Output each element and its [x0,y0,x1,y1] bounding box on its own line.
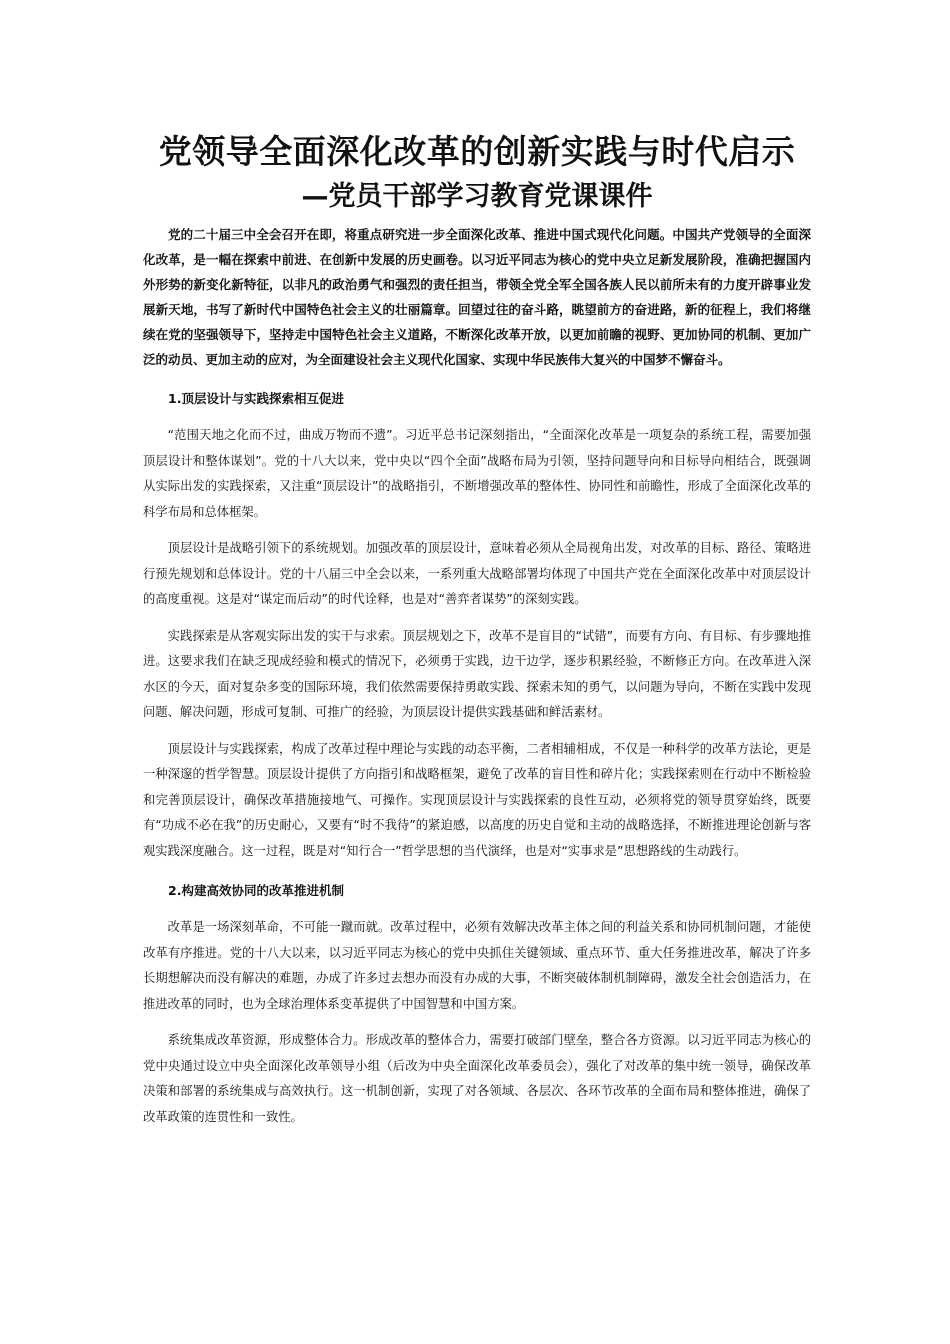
section-1-paragraph: “范围天地之化而不过，曲成万物而不遗”。习近平总书记深刻指出，“全面深化改革是一项复杂的系统工程，需要加强顶层设计和整体谋划”。党的十八大以来，党中央以“四个全面”战略布局为引领，坚持问题导向和目标导向相结合，既强调从实际出发的实践探索，又注重“顶层设计”的战略指引，不断增强改革的整体性、协同性和前瞻性，形成了全面深化改革的科学布局和总体框架。 [143,428,811,519]
section-2-heading: 2.构建高效协同的改革推进机制 [168,883,344,898]
section-2-paragraph: 改革是一场深刻革命，不可能一蹴而就。改革过程中，必须有效解决改革主体之间的利益关系和协同机制问题，才能使改革有序推进。党的十八大以来，以习近平同志为核心的党中央抓住关键领域、重点环节、重大任务推进改革，解决了许多长期想解决而没有解决的难题，办成了许多过去想办而没有办成的大事，不断突破体制机制障碍，激发全社会创造活力，在推进改革的同时，也为全球治理体系变革提供了中国智慧和中国方案。 [143,920,811,1011]
document-subtitle: —党员干部学习教育党课课件 [301,181,653,212]
section-1-paragraph: 实践探索是从客观实际出发的实干与求索。顶层规划之下，改革不是盲目的“试错”，而要有方向、有目标、有步骤地推进。这要求我们在缺乏现成经验和模式的情况下，必须勇于实践，边干边学，逐步积累经验，不断修正方向。在改革进入深水区的今天，面对复杂多变的国际环境，我们依然需要保持勇敢实践、探索未知的勇气，以问题为导向，不断在实践中发现问题、解决问题，形成可复制、可推广的经验，为顶层设计提供实践基础和鲜活素材。 [143,628,811,719]
document-page [143,130,811,1141]
section-1-heading: 1.顶层设计与实践探索相互促进 [168,391,344,406]
section-2-paragraph: 系统集成改革资源，形成整体合力。形成改革的整体合力，需要打破部门壁垒，整合各方资源。以习近平同志为核心的党中央通过设立中央全面深化改革领导小组（后改为中央全面深化改革委员会），强化了对改革的集中统一领导，确保改革决策和部署的系统集成与高效执行。这一机制创新，实现了对各领域、各层次、各环节改革的全面布局和整体推进，确保了改革政策的连贯性和一致性。 [143,1033,811,1124]
intro-paragraph: 党的二十届三中全会召开在即，将重点研究进一步全面深化改革、推进中国式现代化问题。中国共产党领导的全面深化改革，是一幅在探索中前进、在创新中发展的历史画卷。以习近平同志为核心的党中央立足新发展阶段，准确把握国内外形势的新变化新特征，以非凡的政治勇气和强烈的责任担当，带领全党全军全国各族人民以前所未有的力度开辟事业发展新天地，书写了新时代中国特色社会主义的壮丽篇章。回望过往的奋斗路，眺望前方的奋进路，新的征程上，我们将继续在党的坚强领导下，坚持走中国特色社会主义道路，不断深化改革开放，以更加前瞻的视野、更加协同的机制、更加广泛的动员、更加主动的应对，为全面建设社会主义现代化国家、实现中华民族伟大复兴的中国梦不懈奋斗。 [143,227,811,367]
section-1-paragraph: 顶层设计与实践探索，构成了改革过程中理论与实践的动态平衡，二者相辅相成，不仅是一种科学的改革方法论，更是一种深邃的哲学智慧。顶层设计提供了方向指引和战略框架，避免了改革的盲目性和碎片化；实践探索则在行动中不断检验和完善顶层设计，确保改革措施接地气、可操作。实现顶层设计与实践探索的良性互动，必须将党的领导贯穿始终，既要有“功成不必在我”的历史耐心，又要有“时不我待”的紧迫感，以高度的历史自觉和主动的战略选择，不断推进理论创新与客观实践深度融合。这一过程，既是对“知行合一”哲学思想的当代演绎，也是对“实事求是”思想路线的生动践行。 [143,741,811,858]
document-title: 党领导全面深化改革的创新实践与时代启示 [158,132,796,171]
section-1-paragraph: 顶层设计是战略引领下的系统规划。加强改革的顶层设计，意味着必须从全局视角出发，对改革的目标、路径、策略进行预先规划和总体设计。党的十八届三中全会以来，一系列重大战略部署均体现了中国共产党在全面深化改革中对顶层设计的高度重视。这是对“谋定而后动”的时代诠释，也是对“善弈者谋势”的深刻实践。 [143,541,811,606]
